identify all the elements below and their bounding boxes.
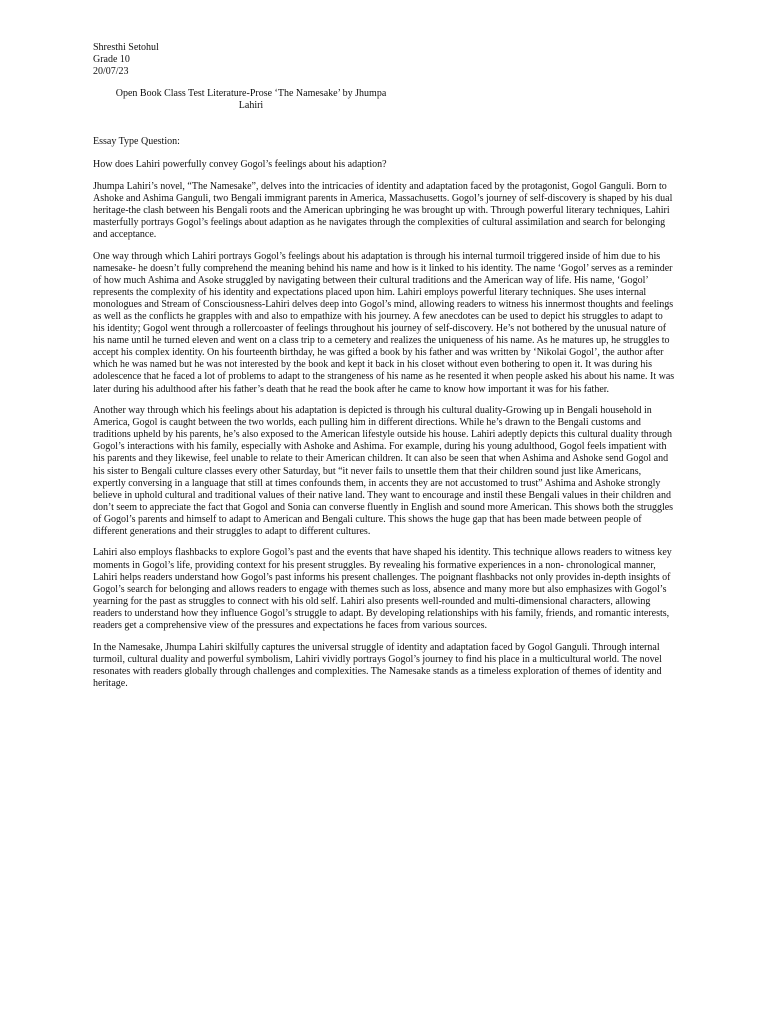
student-name: Shresthi Setohul [93, 42, 159, 53]
paragraph-cultural-duality: Another way through which his feelings about his adaptation is depicted is through his cultural duality-Growing up in Bengali household in America, Gogol is caught between the two worlds, each pulling him in different directions. While he’s drawn to the Bengali customs and traditions upheld by his parents, he’s also exposed to the American lifestyle outside his house. Lahiri adeptly depicts this cultural duality through Gogol’s interactions with his family, especially with Ashoke and Ashima. For example, during his young adulthood, Gogol feels impatient with his parents and they likewise, feel unable to relate to their American children. It can also be seen that when Ashima and Ashoke send Gogol and his sister to Bengali culture classes every other Saturday, but “it never fails to unsettle them that their children sound just like Americans, expertly conversing in a language that still at times confounds them, in accents they are not accustomed to trust” Ashima and Ashoke strongly believe in uphold cultural and traditional values of their native land. They want to encourage and instil these Bengali values in their children and don’t seem to appreciate the fact that Gogol and Sonia can converse fluently in English and sound more American. This shows both the struggles of Gogol’s parents and himself to adapt to American and Bengali culture. This shows the huge gap that has been made between people of different generations and their struggles to adapt to different cultures. [93, 405, 674, 537]
paragraph-introduction: Jhumpa Lahiri’s novel, “The Namesake”, delves into the intricacies of identity and adaptation faced by the protagonist, Gogol Ganguli. Born to Ashoke and Ashima Ganguli, two Bengali immigrant parents in America, Massachusetts. Gogol’s journey of self-discovery is shaped by his dual heritage-the clash between his Bengali roots and the American upbringing he was brought up with. Through powerful literary techniques, Lahiri masterfully portrays Gogol’s feelings about adaption as he navigates through the complexities of cultural assimilation and search for belonging and acceptance. [93, 180, 673, 241]
paragraph-namesake: One way through which Lahiri portrays Gogol’s feelings about his adaptation is through his internal turmoil triggered inside of him due to his namesake- he doesn’t fully comprehend the meaning behind his name and how is it linked to his identity. The name ‘Gogol’ serves as a reminder of how much Ashima and Asoke struggled by navigating between their cultural traditions and the American way of life. His name, ‘Gogol’ represents the complexity of his identity and expectations placed upon him. Lahiri employs powerful literary techniques. She uses internal monologues and Stream of Consciousness-Lahiri delves deep into Gogol’s mind, allowing readers to witness his innermost thoughts and feelings as well as the conflicts he grapples with and also to empathize with his journey. A few anecdotes can be used to depict his struggles to adapt to his identity; Gogol went through a rollercoaster of feelings throughout his journey of self-discovery. He’s not bothered by the unusual nature of his name until he turned eleven and went on a class trip to a cemetery and realizes the uniqueness of his name. As he matures up, he struggles to accept his complex identity. On his fourteenth birthday, he was gifted a book by his father and was written by ‘Nikolai Gogol’, the author after which he was named but he was not interested by the book and kept it back in his closet without even bothering to open it. It was during his adolescence that he faced a lot of problems to adapt to the strangeness of his name as he resented it when people asked his about his name. It was later during his adulthood after his father’s death that he read the book after he came to know how important it was for his father. [93, 250, 675, 395]
essay-question: How does Lahiri powerfully convey Gogol’s feelings about his adaption? [93, 158, 387, 170]
document-date: 20/07/23 [93, 66, 129, 78]
student-grade: Grade 10 [93, 54, 130, 66]
document-title [93, 88, 409, 112]
title-line-1: Open Book Class Test Literature-Prose ‘The Namesake’ by Jhumpa [115, 88, 387, 100]
paragraph-flashbacks: Lahiri also employs flashbacks to explore Gogol’s past and the events that have shaped his identity. This technique allows readers to witness key moments in Gogol’s life, providing context for his present struggles. By revealing his formative experiences in a non- chronological manner, Lahiri helps readers understand how Gogol’s past informs his present challenges. The poignant flashbacks not only provides in-depth insights of Gogol’s search for belonging and allows readers to engage with themes such as loss, absence and many more but also emphasizes with Gogol’s yearning for the past as struggles to connect with his old self. Lahiri also presents well-rounded and multi-dimensional characters, allowing readers to understand how they influence Gogol’s struggle to adapt. By developing relationships with his family, friends, and romantic interests, readers get a comprehensive view of the pressures and expectations he faces from various sources. [93, 547, 672, 632]
header-block [93, 42, 675, 78]
question-label: Essay Type Question: [93, 136, 180, 148]
paragraph-conclusion: In the Namesake, Jhumpa Lahiri skilfully captures the universal struggle of identity and adaptation faced by Gogol Ganguli. Through internal turmoil, cultural duality and powerful symbolism, Lahiri vividly portrays Gogol’s journey to find his place in a multicultural world. The novel resonates with readers globally through challenges and complexities. The Namesake stands as a timeless exploration of themes of identity and heritage. [93, 641, 662, 689]
document-page [93, 42, 675, 690]
title-line-2: Lahiri [238, 100, 264, 112]
